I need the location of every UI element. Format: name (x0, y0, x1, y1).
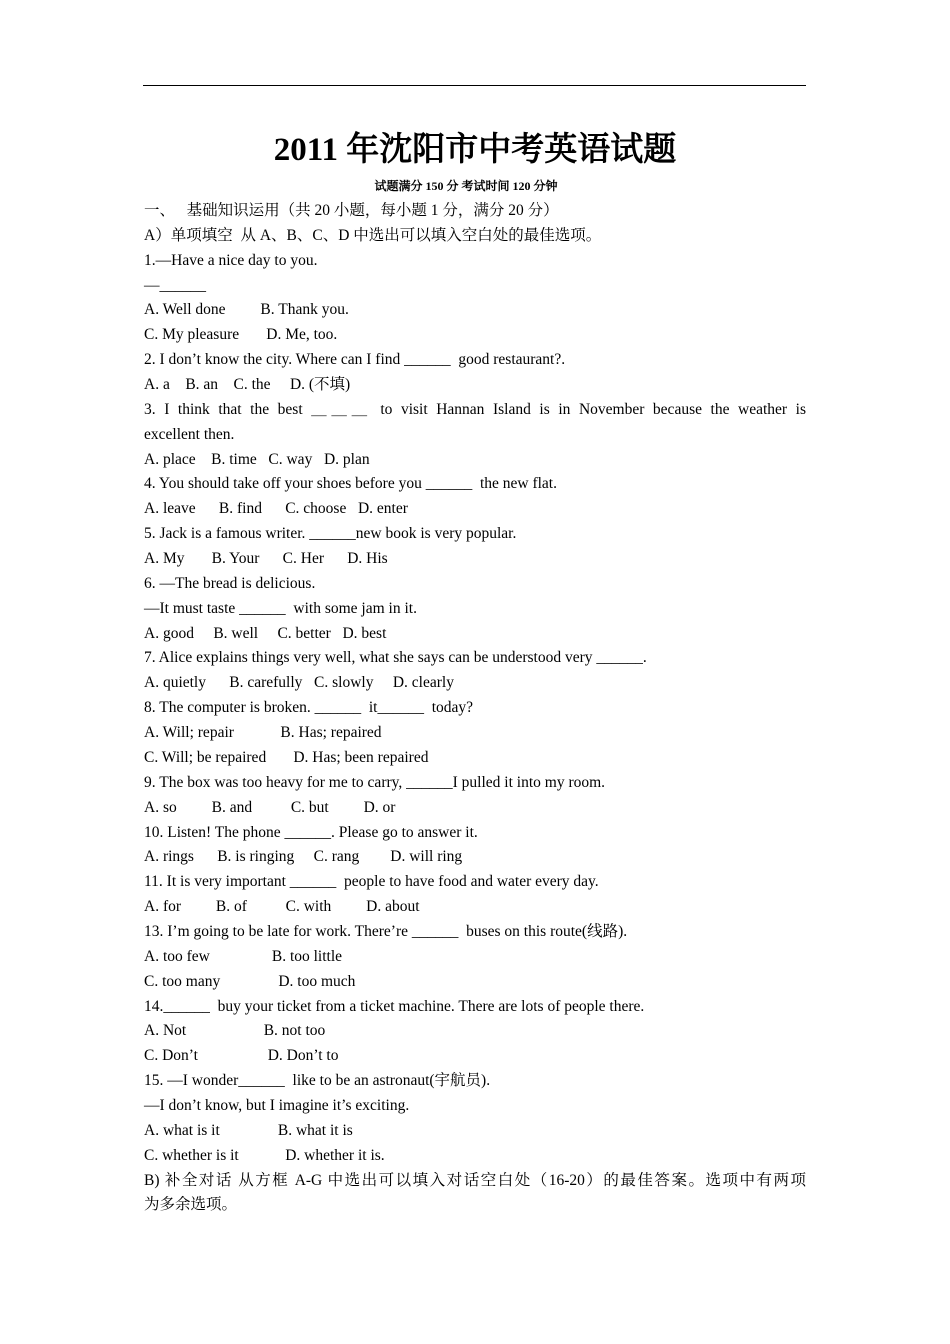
text-line: 15. —I wonder______ like to be an astronaut(宇航员). (144, 1072, 491, 1090)
text-line: A. too few B. too little (144, 947, 343, 965)
text-line: 11. It is very important ______ people to have food and water every day. (144, 873, 599, 891)
text-line: A. good B. well C. better D. best (144, 624, 387, 642)
text-line: A. place B. time C. way D. plan (144, 450, 370, 468)
text-line: 6. —The bread is delicious. (144, 574, 316, 592)
text-line: C. too many D. too much (144, 972, 356, 990)
text-line: B) 补全对话 从方框 A-G 中选出可以填入对话空白处（16-20）的最佳答案。选项中有两项 (144, 1171, 806, 1189)
page-title: 2011 年沈阳市中考英语试题 (273, 132, 677, 168)
text-line: 5. Jack is a famous writer. ______new book is very popular. (144, 525, 517, 543)
text-line: —______ (144, 276, 206, 294)
text-line: 8. The computer is broken. ______ it______ today? (144, 699, 474, 717)
text-line: 14.______ buy your ticket from a ticket machine. There are lots of people there. (144, 997, 645, 1015)
exam-info: 试题满分 150 分 考试时间 120 分钟 (374, 179, 558, 193)
text-line: C. Don’t D. Don’t to (144, 1047, 339, 1065)
text-line: A. what is it B. what it is (144, 1121, 353, 1139)
text-line: 10. Listen! The phone ______. Please go to answer it. (144, 823, 478, 841)
text-line: A. My B. Your C. Her D. His (144, 550, 388, 568)
text-line: A. so B. and C. but D. or (144, 798, 396, 816)
text-line: C. Will; be repaired D. Has; been repaired (144, 748, 429, 766)
text-line: A. for B. of C. with D. about (144, 898, 420, 916)
text-line: 3. I think that the best ＿＿＿ to visit Hannan Island is in November because the weather is (144, 400, 806, 418)
header-rule (143, 85, 806, 86)
text-line: 一、 基础知识运用（共 20 小题，每小题 1 分，满分 20 分） (144, 202, 559, 219)
text-line: 1.—Have a nice day to you. (144, 251, 318, 269)
text-line: A. quietly B. carefully C. slowly D. clearly (144, 674, 454, 692)
text-line: A. a B. an C. the D. (不填) (144, 376, 351, 394)
text-line: —I don’t know, but I imagine it’s exciting. (144, 1096, 410, 1114)
text-line: 7. Alice explains things very well, what she says can be understood very ______. (144, 649, 647, 667)
text-line: excellent then. (144, 425, 235, 443)
text-line: A. Not B. not too (144, 1022, 326, 1040)
text-line: C. whether is it D. whether it is. (144, 1146, 385, 1164)
text-line: A. leave B. find C. choose D. enter (144, 500, 408, 518)
text-line: C. My pleasure D. Me, too. (144, 326, 338, 344)
text-line: 为多余选项。 (144, 1196, 238, 1214)
text-line: A. rings B. is ringing C. rang D. will ring (144, 848, 463, 866)
text-line: A. Will; repair B. Has; repaired (144, 724, 382, 742)
text-line: 13. I’m going to be late for work. There’re ______ buses on this route(线路). (144, 922, 628, 940)
text-line: 2. I don’t know the city. Where can I find ______ good restaurant?. (144, 351, 566, 369)
text-line: —It must taste ______ with some jam in it. (144, 599, 417, 617)
text-line: 9. The box was too heavy for me to carry, ______I pulled it into my room. (144, 773, 606, 791)
text-line: A）单项填空 从 A、B、C、D 中选出可以填入空白处的最佳选项。 (144, 226, 602, 244)
text-line: A. Well done B. Thank you. (144, 301, 349, 319)
text-line: 4. You should take off your shoes before you ______ the new flat. (144, 475, 557, 493)
